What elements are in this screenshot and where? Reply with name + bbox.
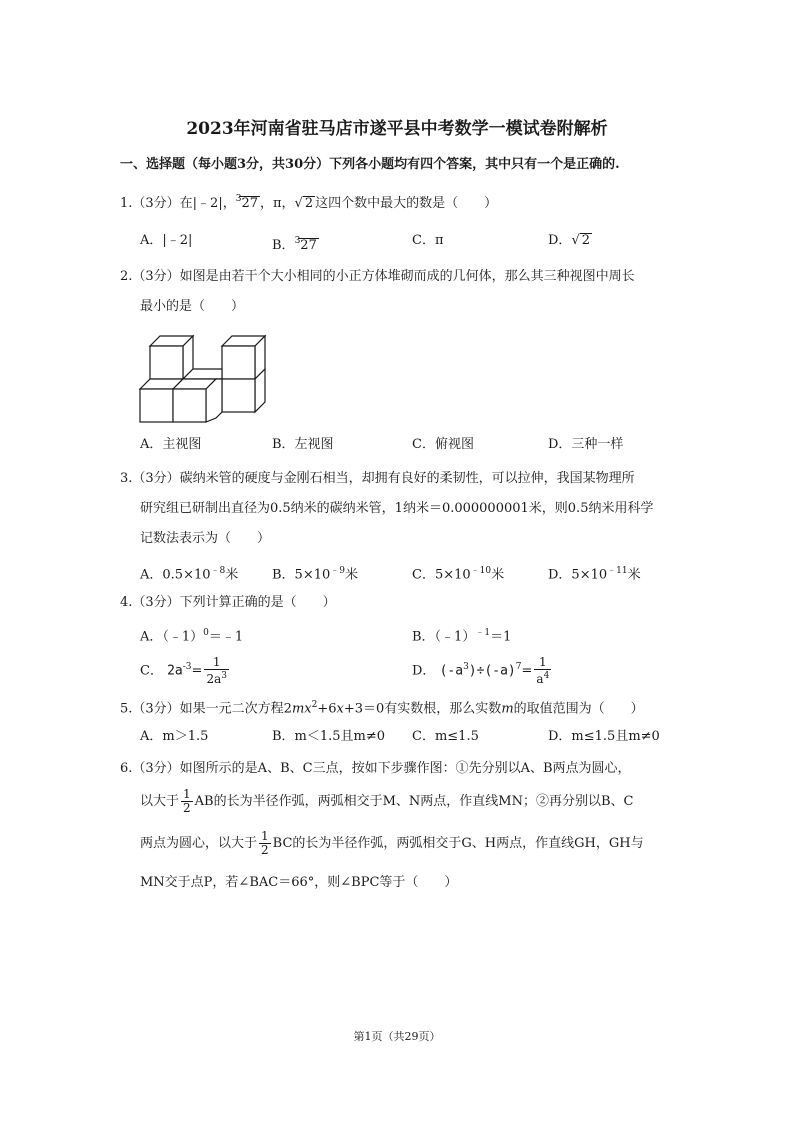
q4-option-d: D． $(-a^3)\div(-a)^7=$ $\frac{1}{a^4}$ <box>412 654 550 686</box>
q4-option-b: B．（﹣1）$^{﹣1}$＝1 <box>412 628 512 645</box>
question-6-line3: 两点为圆心，以大于 $\frac{1}{2}$ BC的长为半径作弧，两弧相交于G、H两点，作直线GH，GH与 <box>140 829 644 857</box>
fraction: $\frac{1}{2a^3}$ <box>206 654 227 686</box>
cube-front-face <box>150 346 183 379</box>
question-2-line1: 2.（3分）如图是由若干个大小相同的小正方体堆砌而成的几何体，那么其三种视图中周长 <box>120 269 635 284</box>
q4-option-c: C． $2a^{-3}=$ $\frac{1}{2a^3}$ <box>140 654 227 686</box>
q2-option-a: A．主视图 <box>140 437 202 452</box>
question-3-line1: 3.（3分）碳纳米管的硬度与金刚石相当，却拥有良好的柔韧性，可以拉伸，我国某物理所 <box>120 471 635 486</box>
question-4-stem: 4.（3分）下列计算正确的是（ ） <box>120 595 336 610</box>
fraction: $\frac{1}{a^4}$ <box>536 654 550 686</box>
cube-front-face <box>222 346 255 379</box>
q2-option-b: B．左视图 <box>272 437 334 452</box>
section-heading: 一、选择题（每小题3分，共30分）下列各小题均有四个答案，其中只有一个是正确的. <box>120 157 620 172</box>
q4-option-a: A．（﹣1）$^0$＝﹣1 <box>140 628 244 645</box>
radical-27: 27 <box>241 196 258 211</box>
q3-option-d: D．$5\times 10^{﹣11}$米 <box>548 566 641 583</box>
root-index: 3 <box>235 194 242 204</box>
cube-stack-figure <box>138 328 278 428</box>
question-3-line3: 记数法表示为（ ） <box>140 531 271 546</box>
q5-option-b: B．m＜1.5且m≠0 <box>272 729 386 744</box>
q2-option-d: D．三种一样 <box>548 437 624 452</box>
question-6-line2: 以大于 $\frac{1}{2}$ AB的长为半径作弧，两弧相交于M、N两点，作直线MN；②再分别以B、C <box>140 787 634 815</box>
q1-option-a: A．|﹣2| <box>140 233 193 248</box>
q1-option-b: B．$^3$27 <box>272 236 317 253</box>
q1-option-c: C．π <box>412 233 444 248</box>
q1-option-d: D．√ 2 <box>548 233 591 248</box>
cube-front-face <box>173 389 206 422</box>
q5-option-c: C．m≤1.5 <box>412 729 479 744</box>
q3-option-b: B．$5\times 10^{﹣9}$米 <box>272 566 359 583</box>
question-2-line2: 最小的是（ ） <box>140 299 245 314</box>
page-title: 2023年河南省驻马店市遂平县中考数学一模试卷附解析 <box>186 119 608 139</box>
question-1-stem: 1.（3分）在|﹣2|，$^3$27 ，π，√ 2 这四个数中最大的数是（ ） <box>120 194 498 211</box>
question-5-stem: 5.（3分）如果一元二次方程$2mx^2+6x+3=0$有实数根，那么实数m的取值范围为（ ） <box>120 700 644 717</box>
q3-option-a: A．$0.5\times 10^{﹣8}$米 <box>140 566 239 583</box>
q2-option-c: C．俯视图 <box>412 437 474 452</box>
question-6-line4: MN交于点P，若∠BAC＝66°，则∠BPC等于（ ） <box>140 875 458 890</box>
radical-2: 2 <box>304 196 314 211</box>
q5-option-a: A．m＞1.5 <box>140 729 209 744</box>
page-footer: 第1页（共29页） <box>353 1030 441 1043</box>
q5-option-d: D．m≤1.5且m≠0 <box>548 729 660 744</box>
question-6-line1: 6.（3分）如图所示的是A、B、C三点，按如下步骤作图：①先分别以A、B两点为圆心， <box>120 761 631 776</box>
cube-front-face <box>140 389 173 422</box>
cube-front-face <box>222 379 255 412</box>
question-3-line2: 研究组已研制出直径为0.5纳米的碳纳米管，1纳米＝0.000000001米，则0.5纳米用科学 <box>140 501 654 516</box>
q3-option-c: C．$5\times 10^{﹣10}$米 <box>412 566 505 583</box>
